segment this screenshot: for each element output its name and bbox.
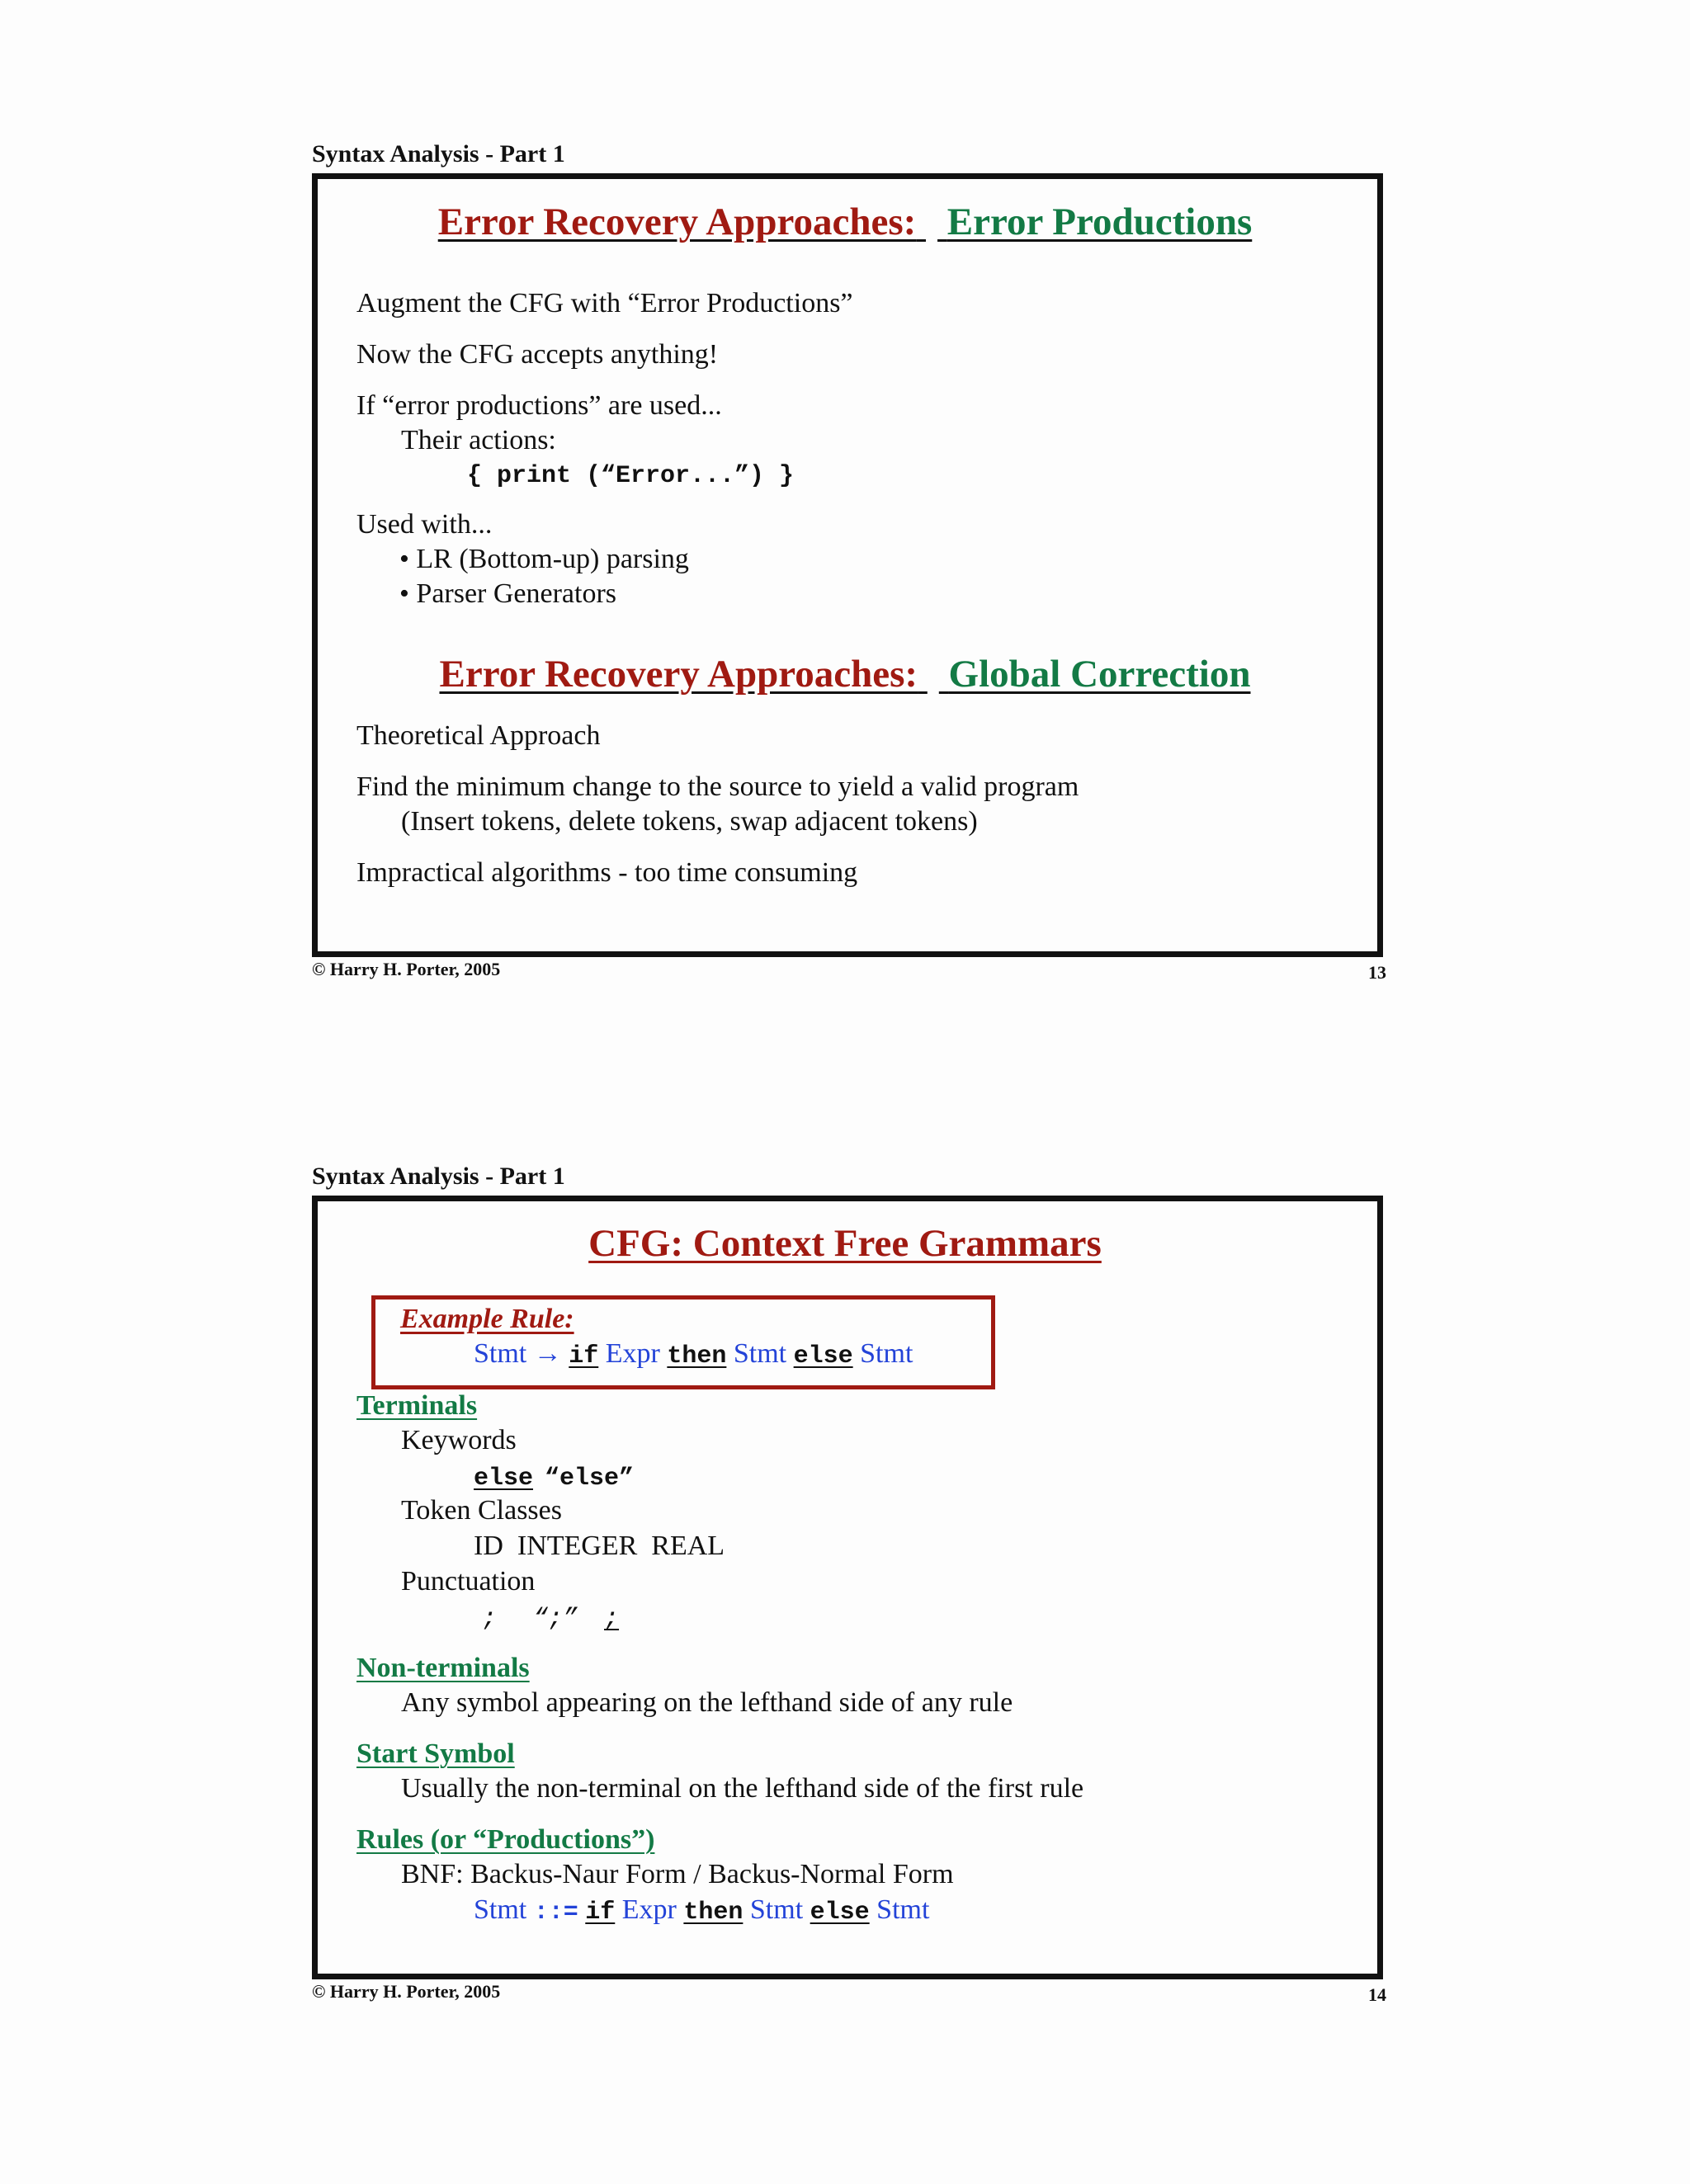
start-symbol-heading: Start Symbol: [356, 1738, 515, 1769]
error-productions-heading: Error Productions: [946, 200, 1253, 243]
slide-14-header: Syntax Analysis - Part 1: [312, 1163, 565, 1190]
used-with-line: Used with...: [356, 509, 493, 540]
bnf-keyword-else: else: [810, 1899, 870, 1927]
else-keyword-string: “else”: [545, 1465, 635, 1493]
minimum-change-line: Find the minimum change to the source to yield a valid program: [356, 771, 1079, 802]
if-used-line: If “error productions” are used...: [356, 390, 722, 421]
bnf-stmt: Stmt: [876, 1894, 930, 1925]
slide-14-title: CFG: Context Free Grammars: [588, 1222, 1102, 1265]
bnf-stmt: Stmt: [474, 1894, 527, 1925]
rule-arrow: →: [533, 1338, 562, 1369]
start-symbol-description: Usually the non-terminal on the lefthand side of the first rule: [401, 1773, 1084, 1804]
punctuation-line: Punctuation: [401, 1566, 536, 1597]
bullet-parser-generators: • Parser Generators: [399, 578, 617, 609]
rule-expr: Expr: [605, 1338, 660, 1369]
accepts-anything-line: Now the CFG accepts anything!: [356, 339, 719, 370]
semicolon-underlined: ;: [604, 1605, 620, 1633]
example-rule-label: Example Rule:: [400, 1304, 574, 1334]
bnf-keyword-if: if: [585, 1899, 616, 1927]
rule-stmt: Stmt: [474, 1338, 527, 1369]
keyword-example: [474, 1465, 634, 1493]
keywords-line: Keywords: [401, 1425, 517, 1455]
bnf-line: BNF: Backus-Naur Form / Backus-Normal Form: [401, 1859, 954, 1889]
print-error-code: { print (“Error...”) }: [467, 462, 795, 490]
bnf-expr: Expr: [621, 1894, 677, 1925]
slide-14-page-number: 14: [1368, 1984, 1386, 2005]
slide-13-title-2: [0, 652, 1690, 696]
rule-stmt: Stmt: [860, 1338, 913, 1369]
rules-heading: Rules (or “Productions”): [356, 1824, 655, 1855]
bullet-lr-parsing: • LR (Bottom-up) parsing: [399, 544, 689, 574]
terminals-heading: Terminals: [356, 1390, 478, 1421]
rule-stmt: Stmt: [733, 1338, 787, 1369]
bnf-keyword-then: then: [683, 1899, 744, 1927]
augment-line: Augment the CFG with “Error Productions”: [356, 288, 853, 318]
else-keyword-code: else: [474, 1465, 534, 1493]
semicolon-quoted: “;”: [533, 1605, 578, 1633]
impractical-line: Impractical algorithms - too time consuming: [356, 857, 858, 888]
bnf-operator: ::=: [533, 1899, 578, 1927]
keyword-else: else: [793, 1342, 853, 1370]
keyword-then: then: [667, 1342, 727, 1370]
example-rule: [474, 1338, 913, 1370]
slide-13-title: [0, 200, 1690, 244]
global-correction-heading: Global Correction: [948, 653, 1251, 696]
bnf-stmt: Stmt: [749, 1894, 804, 1925]
token-classes-list: ID INTEGER REAL: [474, 1531, 725, 1561]
slide-13-copyright: © Harry H. Porter, 2005: [312, 959, 501, 979]
semicolon-plain: ;: [482, 1605, 498, 1633]
slide-13-header: Syntax Analysis - Part 1: [312, 140, 565, 167]
error-recovery-heading-2: Error Recovery Approaches:: [439, 653, 918, 696]
insert-delete-swap-line: (Insert tokens, delete tokens, swap adjacent tokens): [401, 806, 978, 837]
punctuation-examples: [482, 1605, 619, 1633]
their-actions-line: Their actions:: [401, 425, 556, 455]
non-terminals-heading: Non-terminals: [356, 1653, 530, 1683]
bnf-rule: [474, 1894, 929, 1927]
non-terminals-description: Any symbol appearing on the lefthand side of any rule: [401, 1687, 1013, 1718]
error-recovery-heading: Error Recovery Approaches:: [437, 200, 917, 243]
keyword-if: if: [569, 1342, 599, 1370]
slide-14-copyright: © Harry H. Porter, 2005: [312, 1981, 501, 2002]
theoretical-approach-line: Theoretical Approach: [356, 720, 601, 751]
slide-13-page-number: 13: [1368, 962, 1386, 983]
token-classes-line: Token Classes: [401, 1495, 562, 1526]
